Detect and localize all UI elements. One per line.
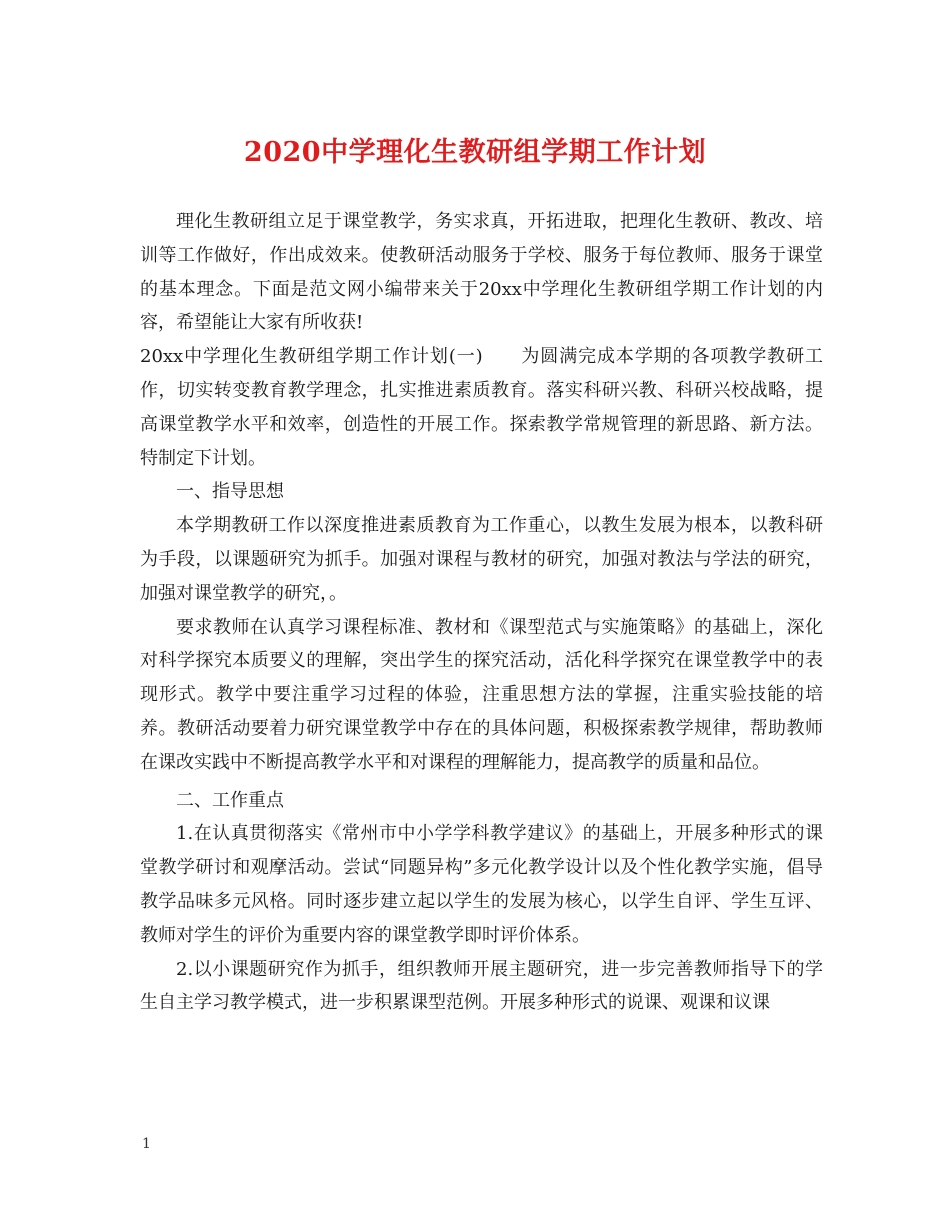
page-number: 1: [142, 1136, 151, 1152]
paragraph-focus-2: 2.以小课题研究作为抓手，组织教师开展主题研究，进一步完善教师指导下的学生自主学习教学模式，进一步积累课型范例。开展多种形式的说课、观课和议课: [140, 958, 823, 1014]
paragraph-focus-1: 1.在认真贯彻落实《常州市中小学学科教学建议》的基础上，开展多种形式的课堂教学研讨和观摩活动。尝试“同题异构”多元化教学设计以及个性化教学实施，倡导教学品味多元风格。同时逐步建立起以学生的发展为核心，以学生自评、学生互评、教师对学生的评价为重要内容的课堂教学即时评价体系。: [140, 823, 823, 946]
paragraph-guiding-thought: 本学期教研工作以深度推进素质教育为工作重心，以教生发展为根本，以教科研为手段，以课题研究为抓手。加强对课程与教材的研究，加强对教法与学法的研究，加强对课堂教学的研究，。: [140, 515, 823, 604]
paragraph-intro: 理化生教研组立足于课堂教学，务实求真，开拓进取，把理化生教研、教改、培训等工作做好，作出成效来。使教研活动服务于学校、服务于每位教师、服务于课堂的基本理念。下面是范文网小编带来关于20xx中学理化生教研组学期工作计划的内容，希望能让大家有所收获!: [140, 211, 823, 334]
section-heading-work-focus: 二、工作重点: [176, 789, 284, 811]
section-heading-guiding-thought: 一、指导思想: [176, 481, 284, 503]
paragraph-plan-heading: 20xx中学理化生教研组学期工作计划(一) 为圆满完成本学期的各项教学教研工作，切实转变教育教学理念，扎实推进素质教育。落实科研兴教、科研兴校战略，提高课堂教学水平和效率，创造性的开展工作。探索教学常规管理的新思路、新方法。特制定下计划。: [140, 346, 823, 469]
paragraph-requirements: 要求教师在认真学习课程标准、教材和《课型范式与实施策略》的基础上，深化对科学探究本质要义的理解，突出学生的探究活动，活化科学探究在课堂教学中的表现形式。教学中要注重学习过程的体验，注重思想方法的掌握，注重实验技能的培养。教研活动要着力研究课堂教学中存在的具体问题，积极探索教学规律，帮助教师在课改实践中不断提高教学水平和对课程的理解能力，提高教学的质量和品位。: [140, 616, 823, 773]
document-title: 2020中学理化生教研组学期工作计划: [243, 137, 707, 168]
document-body: [140, 205, 823, 1020]
